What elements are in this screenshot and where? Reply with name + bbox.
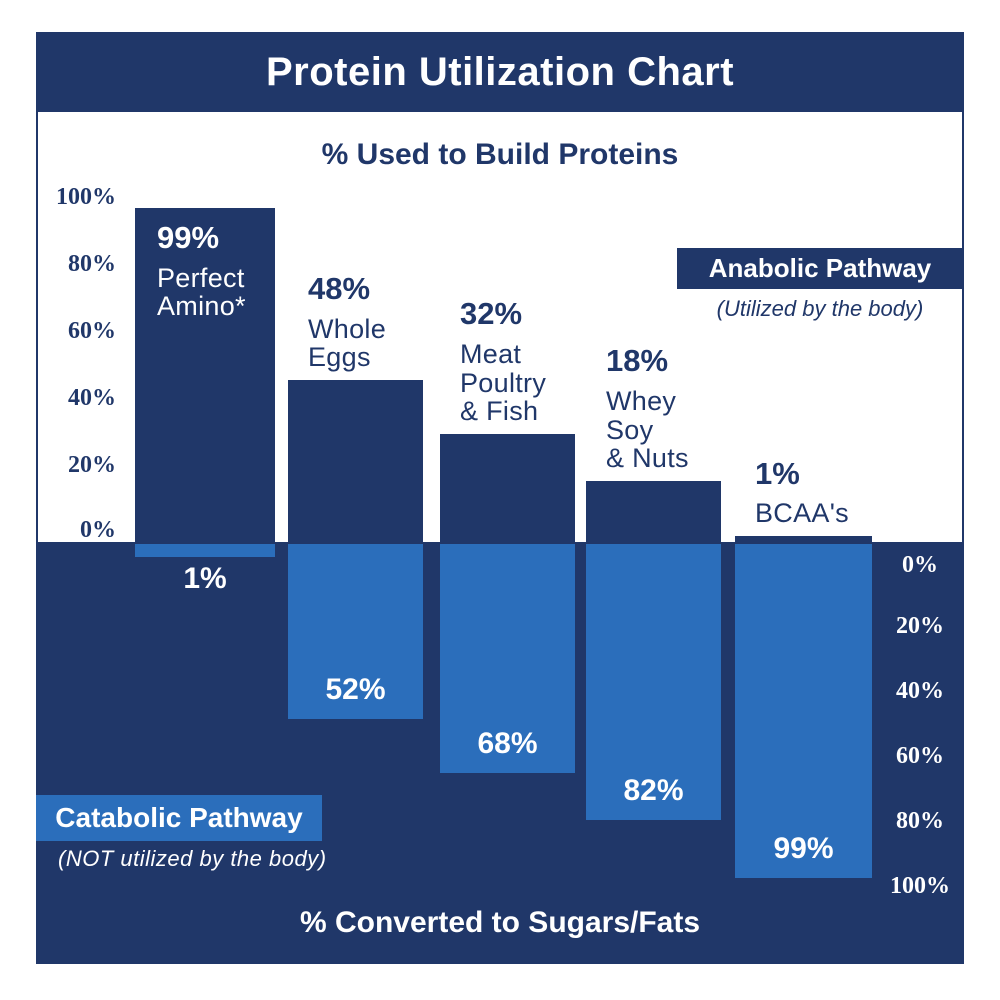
category-name-whole-eggs: Whole Eggs (308, 313, 387, 373)
anabolic-pathway-badge (677, 248, 963, 289)
category-name-bcaa-s: BCAA's (755, 498, 849, 529)
anabolic-pathway-sublabel: (Utilized by the body) (716, 296, 924, 321)
bar-label-whole-eggs (308, 270, 387, 373)
left-axis-tick-20: 20% (68, 452, 116, 478)
catabolic-bar-bcaa-s (735, 544, 872, 878)
converted-value-bcaa-s: 99% (773, 832, 834, 865)
right-axis-tick-40: 40% (896, 678, 944, 704)
built-value-bcaa-s: 1% (755, 455, 800, 491)
category-name-meat-poultry-fish: Meat Poultry & Fish (460, 339, 547, 427)
catabolic-pathway-label: Catabolic Pathway (55, 802, 303, 833)
anabolic-bar-whey-soy-nuts (586, 481, 721, 542)
chart-title: Protein Utilization Chart (265, 49, 735, 94)
built-value-whey-soy-nuts: 18% (606, 343, 669, 379)
category-name-perfect-amino: Perfect Amino* (157, 262, 246, 322)
right-axis-tick-80: 80% (896, 808, 944, 834)
right-axis-tick-0: 0% (902, 552, 938, 578)
right-axis-tick-20: 20% (896, 613, 944, 639)
catabolic-pathway-sublabel: (NOT utilized by the body) (58, 846, 327, 871)
upper-axis-title: % Used to Build Proteins (321, 138, 679, 171)
lower-axis-title: % Converted to Sugars/Fats (299, 906, 701, 939)
anabolic-bar-bcaa-s (735, 536, 872, 542)
converted-value-whole-eggs: 52% (325, 673, 386, 706)
converted-value-perfect-amino: 1% (183, 562, 227, 595)
anabolic-bar-meat-poultry-fish (440, 434, 575, 542)
built-value-perfect-amino: 99% (157, 220, 220, 255)
anabolic-pathway-label: Anabolic Pathway (708, 253, 932, 283)
converted-value-meat-poultry-fish: 68% (477, 727, 538, 760)
anabolic-bar-whole-eggs (288, 380, 423, 542)
left-axis-tick-40: 40% (68, 385, 116, 411)
catabolic-pathway-badge (36, 795, 322, 841)
left-axis-tick-60: 60% (68, 318, 116, 344)
bar-label-perfect-amino (157, 222, 246, 321)
bar-label-whey-soy-nuts (606, 345, 689, 473)
bar-label-meat-poultry-fish (460, 298, 546, 426)
category-name-whey-soy-nuts: Whey Soy & Nuts (606, 386, 689, 474)
catabolic-bar-perfect-amino (135, 544, 275, 557)
right-axis-tick-100: 100% (890, 873, 950, 899)
left-axis-tick-100: 100% (56, 184, 116, 210)
chart-header (36, 32, 964, 112)
converted-value-whey-soy-nuts: 82% (623, 774, 684, 807)
right-axis-tick-60: 60% (896, 743, 944, 769)
built-value-meat-poultry-fish: 32% (460, 296, 523, 332)
built-value-whole-eggs: 48% (308, 270, 371, 306)
left-axis-tick-0: 0% (80, 517, 116, 543)
left-axis-tick-80: 80% (68, 251, 116, 277)
bar-label-bcaa-s (755, 455, 849, 529)
